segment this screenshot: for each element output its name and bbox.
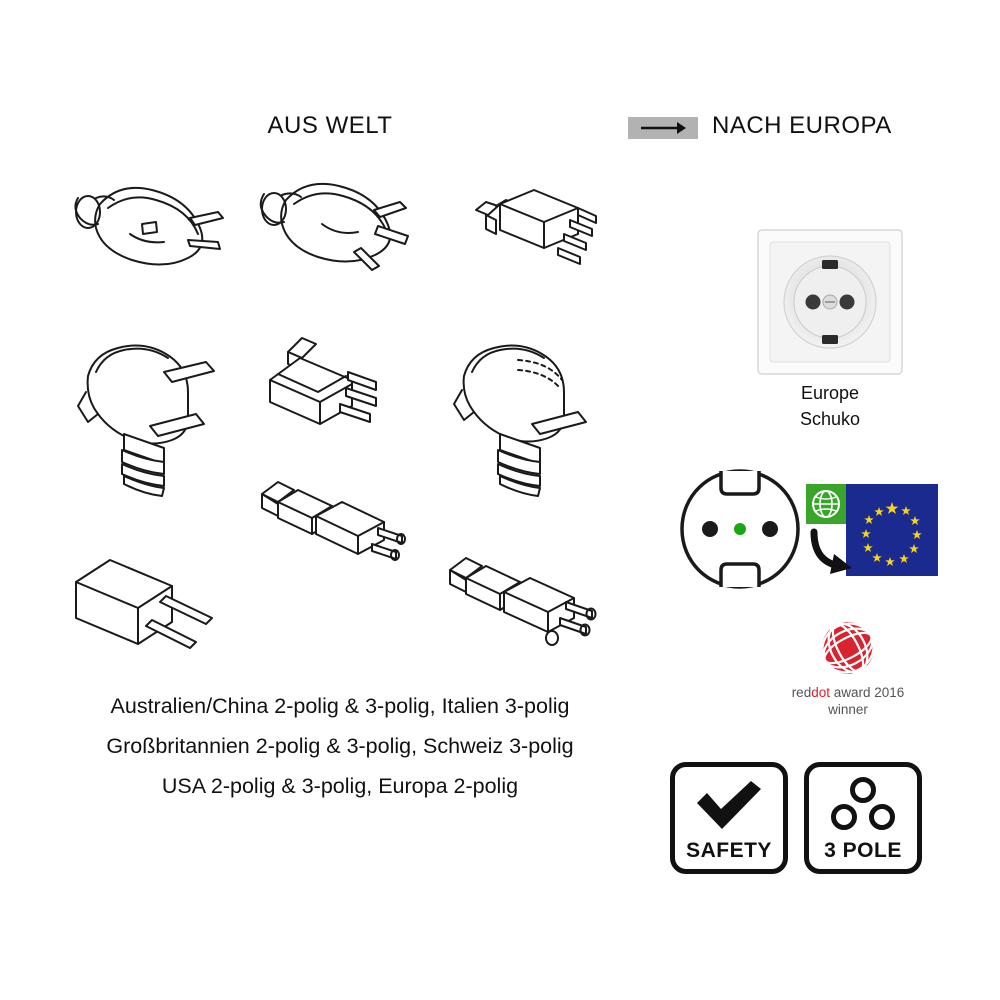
schuko-socket-icon bbox=[756, 228, 904, 376]
reddot-award-line-2: winner bbox=[828, 702, 868, 717]
plug-australia-3-pole bbox=[256, 166, 436, 290]
plug-usa-3-pole bbox=[446, 548, 616, 660]
heading-to-europe: NACH EUROPA bbox=[712, 112, 892, 139]
plug-switzerland-3-pole bbox=[258, 332, 418, 442]
reddot-award-year: award 2016 bbox=[829, 685, 905, 700]
plug-italy-3-pole bbox=[470, 186, 610, 282]
badge-safety bbox=[670, 762, 788, 874]
caption-line-3: USA 2-polig & 3-polig, Europa 2-polig bbox=[161, 774, 519, 798]
badge-safety-label: SAFETY bbox=[686, 839, 772, 862]
badge-3-pole-label: 3 POLE bbox=[824, 839, 902, 862]
socket-label bbox=[742, 380, 918, 432]
reddot-red-word: dot bbox=[811, 685, 830, 700]
plug-captions bbox=[60, 686, 620, 806]
checkmark-icon bbox=[675, 775, 783, 837]
curved-arrow-icon bbox=[810, 528, 856, 576]
socket-label-line-1: Europe bbox=[800, 383, 860, 403]
reddot-award-line-1 bbox=[744, 684, 952, 701]
plug-uk-2-pole bbox=[448, 330, 618, 498]
reddot-red-prefix: red bbox=[791, 685, 812, 700]
plug-uk-3-pole bbox=[72, 330, 262, 500]
plug-europe-2-pole bbox=[66, 546, 236, 666]
badge-3-pole bbox=[804, 762, 922, 874]
three-holes-icon bbox=[809, 775, 917, 837]
caption-line-2: Großbritannien 2-polig & 3-polig, Schweiz 3-polig bbox=[106, 734, 574, 758]
plug-australia-2-pole bbox=[70, 168, 240, 288]
heading-from-world: AUS WELT bbox=[267, 112, 393, 139]
socket-label-line-2: Schuko bbox=[799, 409, 861, 429]
globe-icon bbox=[806, 484, 846, 524]
arrow-right-icon bbox=[628, 117, 698, 139]
plug-usa-2-pole bbox=[258, 472, 418, 582]
caption-line-1: Australien/China 2-polig & 3-polig, Italien 3-polig bbox=[110, 694, 570, 718]
reddot-award-label bbox=[744, 684, 952, 718]
schuko-outline-icon bbox=[676, 468, 804, 595]
eu-flag-icon bbox=[846, 484, 938, 576]
